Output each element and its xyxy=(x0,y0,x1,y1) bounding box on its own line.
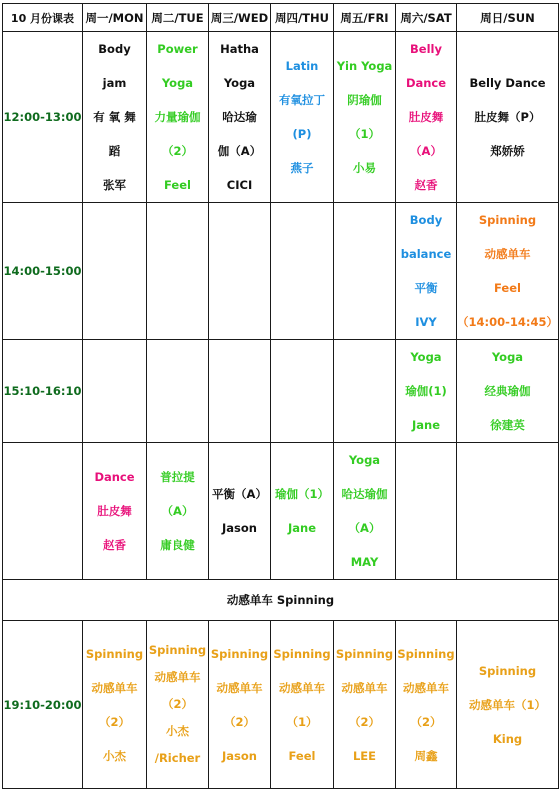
class-line: 动感单车 xyxy=(154,670,201,684)
class-cell xyxy=(457,203,559,340)
class-cell xyxy=(147,32,209,203)
class-line: （A） xyxy=(410,144,442,158)
class-line: Yoga xyxy=(348,453,381,467)
class-line: 肚皮舞 xyxy=(408,110,444,124)
class-line: 哈达瑜 xyxy=(222,110,257,124)
class-line: Body xyxy=(409,213,443,227)
class-line: Spinning xyxy=(210,646,269,661)
class-line: Spinning xyxy=(397,646,455,661)
class-line: 动感单车（1） xyxy=(468,697,546,712)
class-line: （2） xyxy=(161,144,193,158)
class-line: 动感单车 xyxy=(484,247,531,261)
class-line: 阴瑜伽 xyxy=(347,93,382,107)
class-line: IVY xyxy=(415,315,437,329)
class-line: 普拉提 xyxy=(160,470,195,484)
class-line: （2） xyxy=(161,697,193,711)
spinning-class-cell xyxy=(271,621,334,789)
class-line: 小杰 xyxy=(103,748,126,763)
spinning-class-cell xyxy=(457,621,559,789)
class-line: Spinning xyxy=(335,646,394,661)
class-cell xyxy=(271,443,334,580)
class-line: LEE xyxy=(352,748,377,763)
class-cell xyxy=(457,340,559,443)
class-cell xyxy=(396,32,457,203)
class-cell xyxy=(147,203,209,340)
class-line: 动感单车 xyxy=(216,680,263,695)
class-line: 哈达瑜伽 xyxy=(341,487,388,501)
day-header-thu: 周四/THU xyxy=(271,4,334,32)
spinning-class-cell xyxy=(334,621,396,789)
time-slot: 12:00-13:00 xyxy=(3,32,83,203)
class-line: 赵香 xyxy=(103,538,126,552)
class-line: Spinning xyxy=(478,213,537,227)
time-slot: 15:10-16:10 xyxy=(3,340,83,443)
class-cell xyxy=(334,32,396,203)
class-cell xyxy=(457,443,559,580)
class-cell xyxy=(334,340,396,443)
class-cell xyxy=(334,203,396,340)
timetable xyxy=(2,3,559,789)
class-line: 庸良健 xyxy=(160,538,195,552)
class-line: （14:00-14:45） xyxy=(457,315,558,329)
class-line: Latin xyxy=(285,59,319,73)
class-line: 有 氧 舞 xyxy=(93,110,136,124)
class-cell xyxy=(83,203,147,340)
class-cell xyxy=(396,443,457,580)
class-line: 周鑫 xyxy=(414,748,438,763)
class-line: Jason xyxy=(222,748,257,763)
class-line: 平衡（A） xyxy=(212,487,267,501)
class-line: 赵香 xyxy=(414,178,438,192)
class-line: 有氧拉丁 xyxy=(279,93,325,107)
day-header-sat: 周六/SAT xyxy=(396,4,457,32)
class-cell xyxy=(147,340,209,443)
class-line: 蹈 xyxy=(108,144,121,158)
class-line: （2） xyxy=(98,714,130,729)
class-line: （2） xyxy=(223,714,255,729)
class-cell xyxy=(396,340,457,443)
class-cell xyxy=(271,32,334,203)
spinning-class-cell xyxy=(209,621,271,789)
day-header-wed: 周三/WED xyxy=(209,4,271,32)
month-title: 10 月份课表 xyxy=(3,4,83,32)
class-line: 瑜伽（1） xyxy=(274,487,329,501)
class-line: （A） xyxy=(348,521,381,535)
class-line: balance xyxy=(400,247,452,261)
class-line: 郑娇娇 xyxy=(490,144,525,158)
schedule-row xyxy=(3,203,559,340)
class-line: Dance xyxy=(405,76,447,90)
class-cell xyxy=(147,443,209,580)
time-slot: 19:10-20:00 xyxy=(3,621,83,789)
class-cell xyxy=(334,443,396,580)
class-line: （2） xyxy=(348,714,380,729)
class-line: MAY xyxy=(350,555,379,569)
class-line: Feel xyxy=(288,748,316,763)
header-row xyxy=(3,4,559,32)
class-cell xyxy=(83,443,147,580)
class-line: Spinning xyxy=(273,646,331,661)
class-cell xyxy=(271,340,334,443)
class-line: 张军 xyxy=(103,178,126,192)
class-line: 动感单车 xyxy=(341,680,388,695)
class-line: Belly xyxy=(410,42,442,56)
schedule-row xyxy=(3,443,559,580)
spinning-class-cell xyxy=(83,621,147,789)
class-cell xyxy=(396,203,457,340)
class-line: 燕子 xyxy=(290,161,314,175)
spinning-class-cell xyxy=(147,621,209,789)
class-cell xyxy=(209,340,271,443)
class-line: Dance xyxy=(94,470,135,484)
schedule-row xyxy=(3,340,559,443)
time-slot: 14:00-15:00 xyxy=(3,203,83,340)
schedule-row xyxy=(3,32,559,203)
section-title-row xyxy=(3,580,559,621)
class-line: Yoga xyxy=(491,350,524,364)
class-line: Yoga xyxy=(223,76,256,90)
class-cell xyxy=(271,203,334,340)
class-line: 小杰 xyxy=(166,724,189,738)
class-line: 肚皮舞 xyxy=(97,504,132,518)
class-line: 力量瑜伽 xyxy=(154,110,201,124)
class-line: 小易 xyxy=(353,161,376,175)
class-line: Body xyxy=(98,42,131,56)
class-line: 肚皮舞（P） xyxy=(474,110,541,124)
class-line: 瑜伽(1) xyxy=(405,384,447,398)
class-cell xyxy=(457,32,559,203)
class-line: （1） xyxy=(348,127,380,141)
class-cell xyxy=(83,340,147,443)
class-line: 动感单车 xyxy=(403,680,449,695)
class-line: (P) xyxy=(292,127,312,141)
class-line: 伽（A） xyxy=(217,144,262,158)
class-line: 经典瑜伽 xyxy=(484,384,531,398)
class-cell xyxy=(209,32,271,203)
class-line: Jason xyxy=(222,521,257,535)
class-cell xyxy=(209,203,271,340)
time-slot xyxy=(3,443,83,580)
day-header-tue: 周二/TUE xyxy=(147,4,209,32)
class-line: King xyxy=(492,731,523,746)
class-line: Feel xyxy=(164,178,191,192)
class-line: 平衡 xyxy=(414,281,438,295)
spinning-row xyxy=(3,621,559,789)
class-line: Feel xyxy=(494,281,521,295)
class-line: Yin Yoga xyxy=(336,59,393,73)
class-line: Jane xyxy=(411,418,441,432)
class-line: Yoga xyxy=(410,350,442,364)
class-line: Belly Dance xyxy=(469,76,546,90)
class-line: Spinning xyxy=(85,646,144,661)
section-title: 动感单车 Spinning xyxy=(3,580,559,621)
day-header-mon: 周一/MON xyxy=(83,4,147,32)
class-line: Hatha xyxy=(220,42,259,56)
class-cell xyxy=(209,443,271,580)
day-header-sun: 周日/SUN xyxy=(457,4,559,32)
class-line: /Richer xyxy=(154,751,201,765)
day-header-fri: 周五/FRI xyxy=(334,4,396,32)
class-line: 徐建英 xyxy=(490,418,525,432)
class-cell xyxy=(83,32,147,203)
class-line: （1） xyxy=(286,714,318,729)
class-line: Jane xyxy=(287,521,317,535)
class-line: CICI xyxy=(226,178,253,192)
class-line: （2） xyxy=(410,714,442,729)
class-line: Spinning xyxy=(148,643,207,657)
class-line: Power xyxy=(157,42,198,56)
class-line: Yoga xyxy=(161,76,194,90)
class-line: （A） xyxy=(161,504,194,518)
class-line: Spinning xyxy=(478,663,537,678)
class-line: jam xyxy=(102,76,127,90)
spinning-class-cell xyxy=(396,621,457,789)
class-line: 动感单车 xyxy=(91,680,138,695)
class-line: 动感单车 xyxy=(279,680,325,695)
